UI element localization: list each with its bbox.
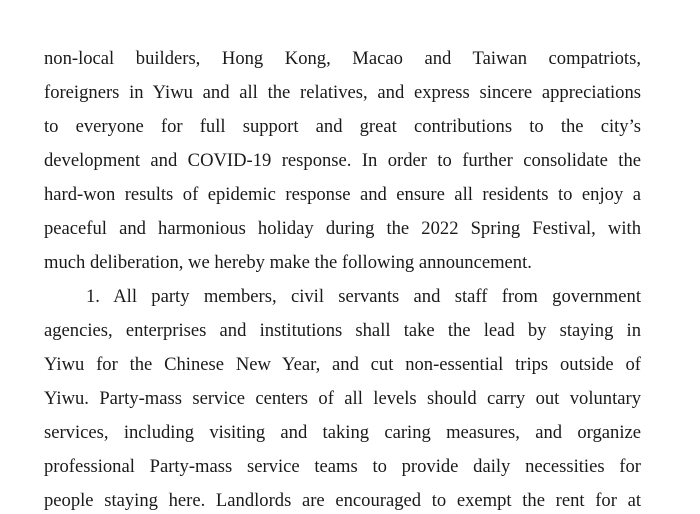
paragraph-1-line-4: development and COVID-19 response. In order to further consolidate the bbox=[44, 150, 641, 171]
paragraph-1-line-1: non-local builders, Hong Kong, Macao and Taiwan compatriots, bbox=[44, 48, 641, 69]
paragraph-2-line-2: agencies, enterprises and institutions shall take the lead by staying in bbox=[44, 320, 641, 341]
paragraph-1-line-3: to everyone for full support and great contributions to the city’s bbox=[44, 116, 641, 137]
paragraph-2-line-1: 1. All party members, civil servants and staff from government bbox=[86, 286, 641, 307]
paragraph-2-line-4: Yiwu. Party-mass service centers of all levels should carry out voluntary bbox=[44, 388, 641, 409]
paragraph-1-line-6: peaceful and harmonious holiday during the 2022 Spring Festival, with bbox=[44, 218, 641, 239]
paragraph-2-line-3: Yiwu for the Chinese New Year, and cut non-essential trips outside of bbox=[44, 354, 641, 375]
paragraph-1-line-7: much deliberation, we hereby make the following announcement. bbox=[44, 252, 532, 273]
paragraph-2-line-5: services, including visiting and taking caring measures, and organize bbox=[44, 422, 641, 443]
paragraph-1-line-2: foreigners in Yiwu and all the relatives, and express sincere appreciations bbox=[44, 82, 641, 103]
paragraph-1-line-5: hard-won results of epidemic response and ensure all residents to enjoy a bbox=[44, 184, 641, 205]
paragraph-2-line-7: people staying here. Landlords are encouraged to exempt the rent for at bbox=[44, 490, 641, 511]
paragraph-2-line-6: professional Party-mass service teams to provide daily necessities for bbox=[44, 456, 641, 477]
